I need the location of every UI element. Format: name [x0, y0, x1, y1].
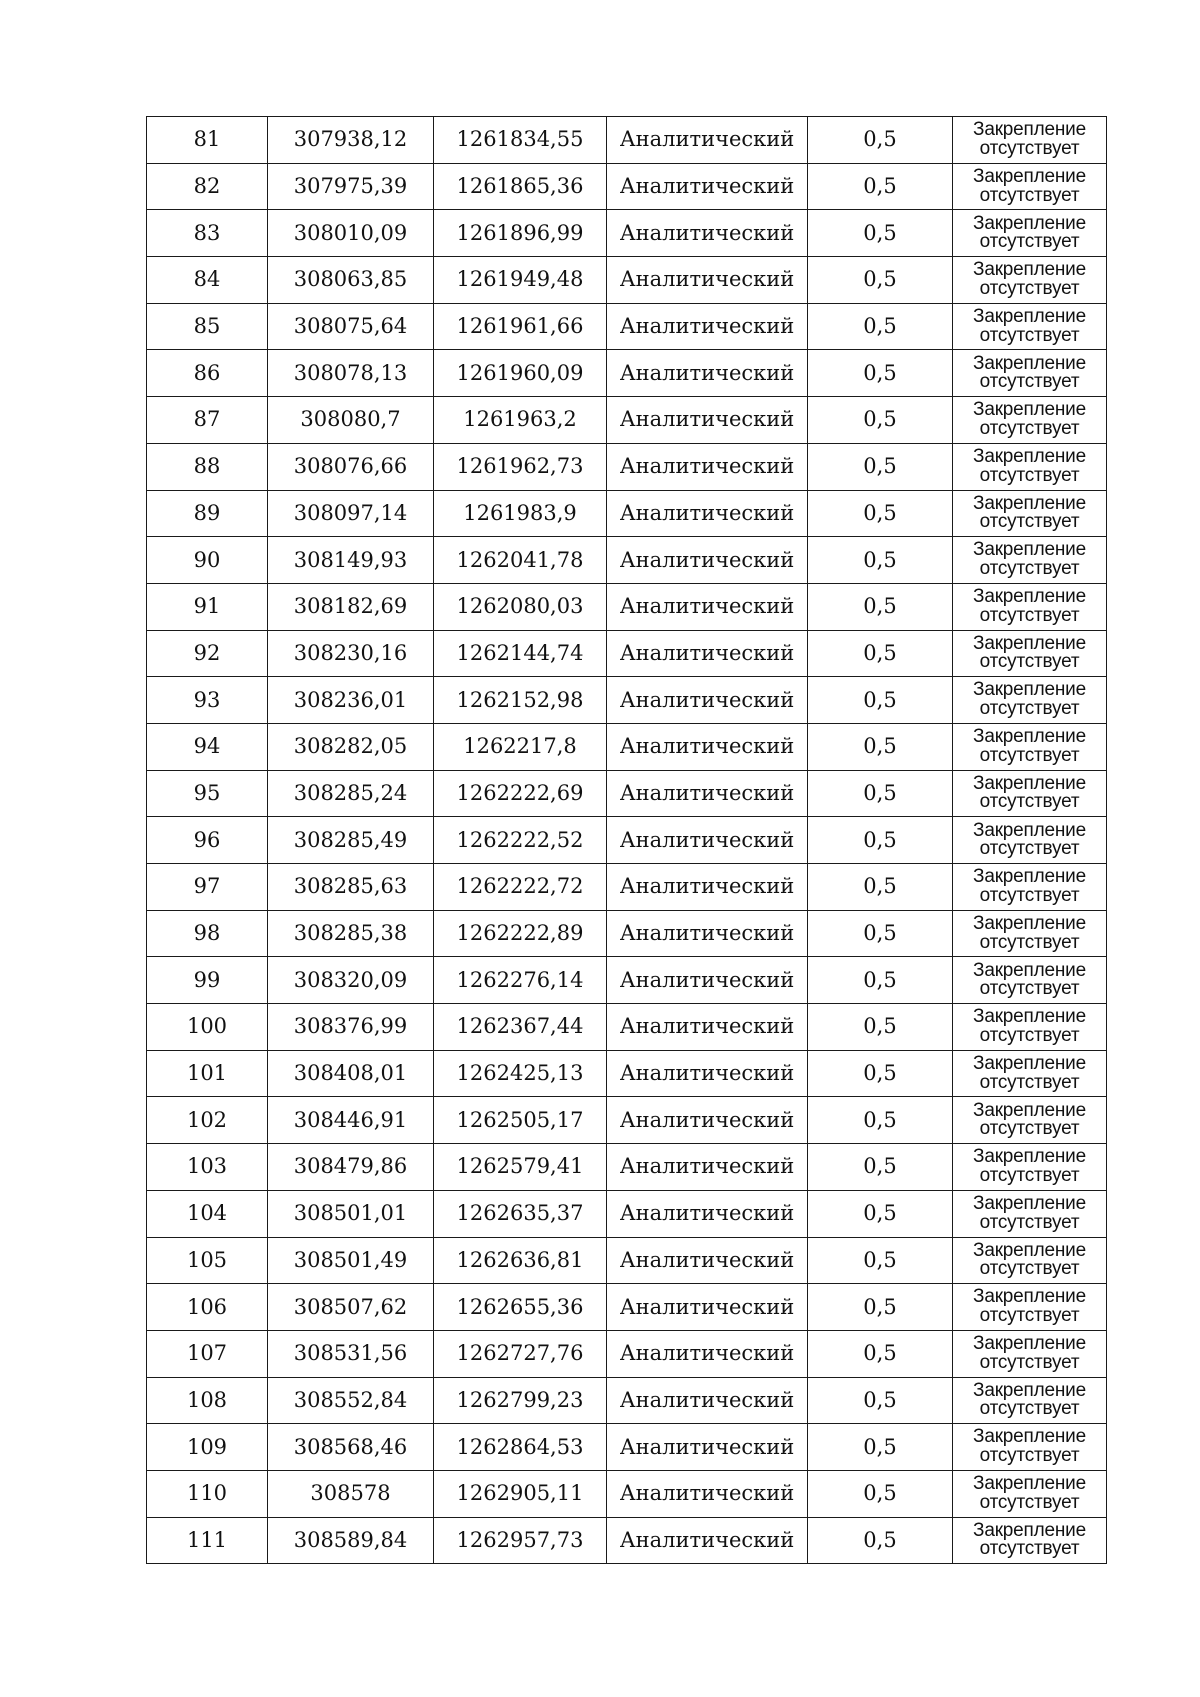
method-cell: Аналитический [607, 1004, 808, 1051]
y-coordinate-cell: 1262041,78 [434, 537, 607, 584]
fixing-note-cell: Закрепление отсутствует [953, 677, 1107, 724]
table-row [147, 1424, 1107, 1471]
point-number-cell: 107 [147, 1330, 268, 1377]
fixing-note-cell: Закрепление отсутствует [953, 163, 1107, 210]
x-coordinate-cell: 308230,16 [268, 630, 434, 677]
fixing-note-cell: Закрепление отсутствует [953, 957, 1107, 1004]
fixing-note-cell: Закрепление отсутствует [953, 537, 1107, 584]
method-cell: Аналитический [607, 1237, 808, 1284]
table-row [147, 350, 1107, 397]
table-row [147, 583, 1107, 630]
fixing-note-cell: Закрепление отсутствует [953, 210, 1107, 257]
point-number-cell: 100 [147, 1004, 268, 1051]
accuracy-cell: 0,5 [808, 817, 953, 864]
fixing-note-cell: Закрепление отсутствует [953, 583, 1107, 630]
accuracy-cell: 0,5 [808, 1190, 953, 1237]
x-coordinate-cell: 308552,84 [268, 1377, 434, 1424]
table-row [147, 957, 1107, 1004]
point-number-cell: 99 [147, 957, 268, 1004]
accuracy-cell: 0,5 [808, 1004, 953, 1051]
x-coordinate-cell: 308010,09 [268, 210, 434, 257]
table-row [147, 910, 1107, 957]
y-coordinate-cell: 1262425,13 [434, 1050, 607, 1097]
x-coordinate-cell: 308501,49 [268, 1237, 434, 1284]
table-row [147, 1377, 1107, 1424]
table-row [147, 397, 1107, 444]
method-cell: Аналитический [607, 770, 808, 817]
x-coordinate-cell: 308479,86 [268, 1144, 434, 1191]
method-cell: Аналитический [607, 817, 808, 864]
method-cell: Аналитический [607, 957, 808, 1004]
point-number-cell: 111 [147, 1517, 268, 1564]
y-coordinate-cell: 1262505,17 [434, 1097, 607, 1144]
x-coordinate-cell: 308285,63 [268, 864, 434, 911]
fixing-note-cell: Закрепление отсутствует [953, 1424, 1107, 1471]
method-cell: Аналитический [607, 583, 808, 630]
y-coordinate-cell: 1262367,44 [434, 1004, 607, 1051]
accuracy-cell: 0,5 [808, 864, 953, 911]
x-coordinate-cell: 308282,05 [268, 723, 434, 770]
table-row [147, 257, 1107, 304]
point-number-cell: 83 [147, 210, 268, 257]
point-number-cell: 82 [147, 163, 268, 210]
y-coordinate-cell: 1262579,41 [434, 1144, 607, 1191]
accuracy-cell: 0,5 [808, 1377, 953, 1424]
table-row [147, 770, 1107, 817]
method-cell: Аналитический [607, 1424, 808, 1471]
method-cell: Аналитический [607, 443, 808, 490]
point-number-cell: 95 [147, 770, 268, 817]
table-row [147, 1237, 1107, 1284]
fixing-note-cell: Закрепление отсутствует [953, 1004, 1107, 1051]
y-coordinate-cell: 1261960,09 [434, 350, 607, 397]
accuracy-cell: 0,5 [808, 677, 953, 724]
method-cell: Аналитический [607, 1050, 808, 1097]
y-coordinate-cell: 1262655,36 [434, 1284, 607, 1331]
x-coordinate-cell: 308236,01 [268, 677, 434, 724]
y-coordinate-cell: 1261865,36 [434, 163, 607, 210]
point-number-cell: 88 [147, 443, 268, 490]
accuracy-cell: 0,5 [808, 630, 953, 677]
table-row [147, 1284, 1107, 1331]
method-cell: Аналитический [607, 910, 808, 957]
x-coordinate-cell: 308376,99 [268, 1004, 434, 1051]
point-number-cell: 87 [147, 397, 268, 444]
y-coordinate-cell: 1262905,11 [434, 1470, 607, 1517]
point-number-cell: 85 [147, 303, 268, 350]
fixing-note-cell: Закрепление отсутствует [953, 257, 1107, 304]
x-coordinate-cell: 308285,38 [268, 910, 434, 957]
method-cell: Аналитический [607, 1377, 808, 1424]
table-row [147, 537, 1107, 584]
point-number-cell: 109 [147, 1424, 268, 1471]
y-coordinate-cell: 1262222,52 [434, 817, 607, 864]
x-coordinate-cell: 307938,12 [268, 117, 434, 164]
accuracy-cell: 0,5 [808, 537, 953, 584]
method-cell: Аналитический [607, 257, 808, 304]
table-row [147, 163, 1107, 210]
table-row [147, 1517, 1107, 1564]
fixing-note-cell: Закрепление отсутствует [953, 723, 1107, 770]
y-coordinate-cell: 1261962,73 [434, 443, 607, 490]
y-coordinate-cell: 1262217,8 [434, 723, 607, 770]
table-row [147, 817, 1107, 864]
table-row [147, 1190, 1107, 1237]
method-cell: Аналитический [607, 1470, 808, 1517]
x-coordinate-cell: 308076,66 [268, 443, 434, 490]
table-row [147, 1470, 1107, 1517]
table-body [147, 117, 1107, 1564]
table-row [147, 1144, 1107, 1191]
point-number-cell: 86 [147, 350, 268, 397]
y-coordinate-cell: 1262957,73 [434, 1517, 607, 1564]
table-row [147, 1330, 1107, 1377]
table-row [147, 1050, 1107, 1097]
method-cell: Аналитический [607, 397, 808, 444]
point-number-cell: 104 [147, 1190, 268, 1237]
accuracy-cell: 0,5 [808, 1050, 953, 1097]
table-row [147, 630, 1107, 677]
accuracy-cell: 0,5 [808, 1284, 953, 1331]
y-coordinate-cell: 1261949,48 [434, 257, 607, 304]
accuracy-cell: 0,5 [808, 910, 953, 957]
x-coordinate-cell: 308182,69 [268, 583, 434, 630]
point-number-cell: 106 [147, 1284, 268, 1331]
point-number-cell: 97 [147, 864, 268, 911]
y-coordinate-cell: 1261896,99 [434, 210, 607, 257]
method-cell: Аналитический [607, 1144, 808, 1191]
x-coordinate-cell: 308446,91 [268, 1097, 434, 1144]
x-coordinate-cell: 308149,93 [268, 537, 434, 584]
method-cell: Аналитический [607, 117, 808, 164]
method-cell: Аналитический [607, 350, 808, 397]
method-cell: Аналитический [607, 630, 808, 677]
point-number-cell: 91 [147, 583, 268, 630]
y-coordinate-cell: 1262727,76 [434, 1330, 607, 1377]
x-coordinate-cell: 308075,64 [268, 303, 434, 350]
accuracy-cell: 0,5 [808, 770, 953, 817]
fixing-note-cell: Закрепление отсутствует [953, 817, 1107, 864]
accuracy-cell: 0,5 [808, 303, 953, 350]
fixing-note-cell: Закрепление отсутствует [953, 1237, 1107, 1284]
point-number-cell: 89 [147, 490, 268, 537]
method-cell: Аналитический [607, 677, 808, 724]
y-coordinate-cell: 1262864,53 [434, 1424, 607, 1471]
y-coordinate-cell: 1262152,98 [434, 677, 607, 724]
fixing-note-cell: Закрепление отсутствует [953, 1517, 1107, 1564]
accuracy-cell: 0,5 [808, 443, 953, 490]
x-coordinate-cell: 308578 [268, 1470, 434, 1517]
x-coordinate-cell: 308285,49 [268, 817, 434, 864]
accuracy-cell: 0,5 [808, 490, 953, 537]
accuracy-cell: 0,5 [808, 957, 953, 1004]
fixing-note-cell: Закрепление отсутствует [953, 770, 1107, 817]
point-number-cell: 110 [147, 1470, 268, 1517]
y-coordinate-cell: 1262799,23 [434, 1377, 607, 1424]
y-coordinate-cell: 1262080,03 [434, 583, 607, 630]
method-cell: Аналитический [607, 1097, 808, 1144]
fixing-note-cell: Закрепление отсутствует [953, 910, 1107, 957]
y-coordinate-cell: 1262636,81 [434, 1237, 607, 1284]
point-number-cell: 93 [147, 677, 268, 724]
method-cell: Аналитический [607, 210, 808, 257]
fixing-note-cell: Закрепление отсутствует [953, 303, 1107, 350]
x-coordinate-cell: 308097,14 [268, 490, 434, 537]
point-number-cell: 84 [147, 257, 268, 304]
accuracy-cell: 0,5 [808, 117, 953, 164]
fixing-note-cell: Закрепление отсутствует [953, 1284, 1107, 1331]
method-cell: Аналитический [607, 1517, 808, 1564]
x-coordinate-cell: 308063,85 [268, 257, 434, 304]
point-number-cell: 90 [147, 537, 268, 584]
y-coordinate-cell: 1262276,14 [434, 957, 607, 1004]
table-row [147, 117, 1107, 164]
fixing-note-cell: Закрепление отсутствует [953, 117, 1107, 164]
method-cell: Аналитический [607, 1284, 808, 1331]
fixing-note-cell: Закрепление отсутствует [953, 1097, 1107, 1144]
x-coordinate-cell: 308408,01 [268, 1050, 434, 1097]
x-coordinate-cell: 308285,24 [268, 770, 434, 817]
x-coordinate-cell: 308568,46 [268, 1424, 434, 1471]
table-row [147, 490, 1107, 537]
x-coordinate-cell: 308078,13 [268, 350, 434, 397]
y-coordinate-cell: 1262222,69 [434, 770, 607, 817]
accuracy-cell: 0,5 [808, 583, 953, 630]
fixing-note-cell: Закрепление отсутствует [953, 397, 1107, 444]
point-number-cell: 108 [147, 1377, 268, 1424]
fixing-note-cell: Закрепление отсутствует [953, 1377, 1107, 1424]
accuracy-cell: 0,5 [808, 1237, 953, 1284]
x-coordinate-cell: 308320,09 [268, 957, 434, 1004]
method-cell: Аналитический [607, 490, 808, 537]
point-number-cell: 92 [147, 630, 268, 677]
table-row [147, 1004, 1107, 1051]
x-coordinate-cell: 308531,56 [268, 1330, 434, 1377]
table-row [147, 723, 1107, 770]
fixing-note-cell: Закрепление отсутствует [953, 443, 1107, 490]
point-number-cell: 94 [147, 723, 268, 770]
point-number-cell: 81 [147, 117, 268, 164]
accuracy-cell: 0,5 [808, 397, 953, 444]
accuracy-cell: 0,5 [808, 723, 953, 770]
table-row [147, 210, 1107, 257]
y-coordinate-cell: 1261961,66 [434, 303, 607, 350]
table-row [147, 1097, 1107, 1144]
point-number-cell: 98 [147, 910, 268, 957]
x-coordinate-cell: 307975,39 [268, 163, 434, 210]
accuracy-cell: 0,5 [808, 1517, 953, 1564]
fixing-note-cell: Закрепление отсутствует [953, 350, 1107, 397]
fixing-note-cell: Закрепление отсутствует [953, 490, 1107, 537]
point-number-cell: 105 [147, 1237, 268, 1284]
x-coordinate-cell: 308589,84 [268, 1517, 434, 1564]
table-row [147, 443, 1107, 490]
y-coordinate-cell: 1262635,37 [434, 1190, 607, 1237]
x-coordinate-cell: 308507,62 [268, 1284, 434, 1331]
accuracy-cell: 0,5 [808, 210, 953, 257]
table-row [147, 677, 1107, 724]
y-coordinate-cell: 1262222,72 [434, 864, 607, 911]
accuracy-cell: 0,5 [808, 163, 953, 210]
table-row [147, 303, 1107, 350]
point-number-cell: 102 [147, 1097, 268, 1144]
fixing-note-cell: Закрепление отсутствует [953, 1190, 1107, 1237]
fixing-note-cell: Закрепление отсутствует [953, 630, 1107, 677]
accuracy-cell: 0,5 [808, 1144, 953, 1191]
accuracy-cell: 0,5 [808, 1330, 953, 1377]
fixing-note-cell: Закрепление отсутствует [953, 864, 1107, 911]
y-coordinate-cell: 1261834,55 [434, 117, 607, 164]
method-cell: Аналитический [607, 537, 808, 584]
fixing-note-cell: Закрепление отсутствует [953, 1144, 1107, 1191]
method-cell: Аналитический [607, 864, 808, 911]
method-cell: Аналитический [607, 163, 808, 210]
method-cell: Аналитический [607, 1190, 808, 1237]
y-coordinate-cell: 1261963,2 [434, 397, 607, 444]
method-cell: Аналитический [607, 723, 808, 770]
accuracy-cell: 0,5 [808, 1097, 953, 1144]
method-cell: Аналитический [607, 303, 808, 350]
point-number-cell: 101 [147, 1050, 268, 1097]
accuracy-cell: 0,5 [808, 1424, 953, 1471]
fixing-note-cell: Закрепление отсутствует [953, 1330, 1107, 1377]
y-coordinate-cell: 1262144,74 [434, 630, 607, 677]
table-row [147, 864, 1107, 911]
fixing-note-cell: Закрепление отсутствует [953, 1470, 1107, 1517]
x-coordinate-cell: 308501,01 [268, 1190, 434, 1237]
accuracy-cell: 0,5 [808, 350, 953, 397]
accuracy-cell: 0,5 [808, 257, 953, 304]
point-number-cell: 96 [147, 817, 268, 864]
point-number-cell: 103 [147, 1144, 268, 1191]
accuracy-cell: 0,5 [808, 1470, 953, 1517]
coordinates-table [146, 116, 1107, 1564]
y-coordinate-cell: 1261983,9 [434, 490, 607, 537]
method-cell: Аналитический [607, 1330, 808, 1377]
y-coordinate-cell: 1262222,89 [434, 910, 607, 957]
x-coordinate-cell: 308080,7 [268, 397, 434, 444]
fixing-note-cell: Закрепление отсутствует [953, 1050, 1107, 1097]
